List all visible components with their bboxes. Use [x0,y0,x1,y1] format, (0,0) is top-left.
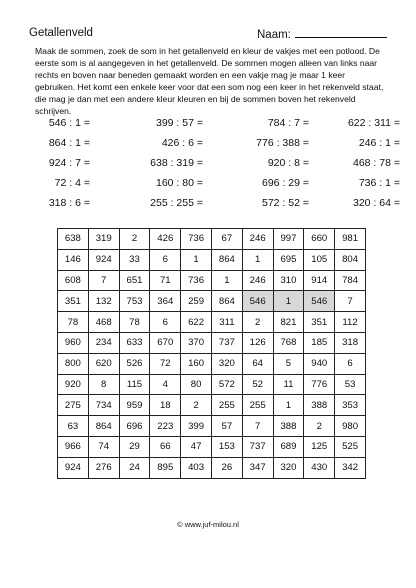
grid-cell[interactable]: 768 [273,332,304,353]
sum-exercise: 160 : 80 = [156,177,203,189]
grid-cell[interactable]: 132 [88,291,119,312]
grid-row [58,436,366,457]
grid-cell[interactable]: 997 [273,229,304,250]
grid-cell[interactable]: 126 [242,332,273,353]
sum-row [0,117,416,131]
sum-exercise: 246 : 1 = [358,137,400,149]
grid-cell[interactable]: 66 [150,436,181,457]
grid-cell[interactable]: 620 [88,353,119,374]
sum-exercise: 784 : 7 = [267,117,309,129]
grid-cell[interactable]: 7 [88,270,119,291]
sum-row [0,157,416,171]
grid-cell[interactable]: 319 [88,229,119,250]
page-title: Getallenveld [29,27,93,39]
grid-cell[interactable]: 74 [88,436,119,457]
grid-cell[interactable]: 864 [211,249,242,270]
grid-cell[interactable]: 1 [273,395,304,416]
grid-cell[interactable]: 736 [181,270,212,291]
grid-row [58,457,366,478]
grid-cell[interactable]: 5 [273,353,304,374]
grid-cell[interactable]: 1 [242,249,273,270]
number-grid [57,228,366,479]
sum-exercise: 638 : 319 = [150,157,203,169]
grid-cell[interactable]: 399 [181,416,212,437]
grid-cell[interactable]: 914 [304,270,335,291]
grid-cell[interactable]: 52 [242,374,273,395]
grid-cell[interactable]: 8 [88,374,119,395]
grid-cell[interactable]: 246 [242,229,273,250]
grid-cell[interactable]: 784 [335,270,366,291]
grid-cell[interactable]: 234 [88,332,119,353]
grid-cell[interactable]: 426 [150,229,181,250]
grid-cell[interactable]: 864 [211,291,242,312]
grid-cell[interactable]: 6 [150,312,181,333]
grid-cell[interactable]: 2 [119,229,150,250]
grid-cell[interactable]: 351 [58,291,89,312]
footer-credit: © www.juf-milou.nl [177,520,239,529]
grid-cell[interactable]: 804 [335,249,366,270]
grid-cell[interactable]: 347 [242,457,273,478]
grid-cell[interactable]: 689 [273,436,304,457]
grid-cell[interactable]: 153 [211,436,242,457]
grid-cell[interactable]: 259 [181,291,212,312]
instructions: Maak de sommen, zoek de som in het getallenveld en kleur de vakjes met een potlood. De eerste som is al aangegeven in het getallenveld. De sommen mogen alleen van links naar rechts en boven naar beneden gemaakt worden en een vakje mag je maar 1 keer gebruiken. Het komt een enkele keer voor dat een som nog een keer in het rekenveld staat, die mag je dan met een andere kleur kleuren en bij de sommen boven het rekenveld schrijven. [35,46,384,116]
grid-row [58,395,366,416]
grid-cell[interactable]: 2 [242,312,273,333]
grid-cell[interactable]: 2 [181,395,212,416]
grid-cell[interactable]: 980 [335,416,366,437]
grid-cell[interactable]: 7 [242,416,273,437]
grid-cell[interactable]: 800 [58,353,89,374]
grid-cell[interactable]: 78 [119,312,150,333]
name-field [257,27,387,41]
sum-exercise: 255 : 255 = [150,197,203,209]
grid-cell[interactable]: 71 [150,270,181,291]
grid-cell[interactable]: 1 [273,291,304,312]
grid-cell[interactable]: 940 [304,353,335,374]
grid-cell[interactable]: 2 [304,416,335,437]
grid-cell[interactable]: 959 [119,395,150,416]
sum-exercise: 318 : 6 = [48,197,90,209]
grid-cell[interactable]: 670 [150,332,181,353]
grid-cell[interactable]: 311 [211,312,242,333]
grid-cell[interactable]: 320 [211,353,242,374]
grid-cell[interactable]: 72 [150,353,181,374]
sum-exercise: 546 : 1 = [48,117,90,129]
grid-row [58,353,366,374]
grid-cell[interactable]: 11 [273,374,304,395]
grid-cell[interactable]: 18 [150,395,181,416]
grid-cell[interactable]: 638 [58,229,89,250]
grid-cell[interactable]: 6 [335,353,366,374]
sum-exercise: 572 : 52 = [262,197,309,209]
grid-cell[interactable]: 960 [58,332,89,353]
name-label: Naam: [257,29,291,41]
sum-exercise: 468 : 78 = [353,157,400,169]
grid-cell[interactable]: 255 [242,395,273,416]
sum-exercise: 736 : 1 = [358,177,400,189]
grid-cell[interactable]: 320 [273,457,304,478]
grid-cell[interactable]: 1 [211,270,242,291]
grid-cell[interactable]: 403 [181,457,212,478]
name-line [295,27,387,38]
sum-exercise: 920 : 8 = [267,157,309,169]
grid-cell[interactable]: 737 [211,332,242,353]
grid-cell[interactable]: 696 [119,416,150,437]
grid-cell[interactable]: 276 [88,457,119,478]
grid-cell[interactable]: 4 [150,374,181,395]
grid-row [58,270,366,291]
grid-cell[interactable]: 6 [150,249,181,270]
grid-cell[interactable]: 546 [304,291,335,312]
grid-cell[interactable]: 920 [58,374,89,395]
sum-exercise: 399 : 57 = [156,117,203,129]
grid-cell[interactable]: 53 [335,374,366,395]
grid-cell[interactable]: 430 [304,457,335,478]
grid-cell[interactable]: 651 [119,270,150,291]
grid-cell[interactable]: 29 [119,436,150,457]
grid-cell[interactable]: 776 [304,374,335,395]
grid-cell[interactable]: 57 [211,416,242,437]
grid-cell[interactable]: 736 [181,229,212,250]
grid-cell[interactable]: 1 [181,249,212,270]
grid-cell[interactable]: 105 [304,249,335,270]
grid-cell[interactable]: 67 [211,229,242,250]
grid-cell[interactable]: 364 [150,291,181,312]
grid-cell[interactable]: 388 [304,395,335,416]
grid-cell[interactable]: 351 [304,312,335,333]
grid-cell[interactable]: 160 [181,353,212,374]
grid-cell[interactable]: 525 [335,436,366,457]
grid-cell[interactable]: 125 [304,436,335,457]
grid-cell[interactable]: 546 [242,291,273,312]
grid-row [58,229,366,250]
grid-cell[interactable]: 695 [273,249,304,270]
grid-cell[interactable]: 185 [304,332,335,353]
grid-cell[interactable]: 78 [58,312,89,333]
grid-cell[interactable]: 924 [88,249,119,270]
grid-cell[interactable]: 981 [335,229,366,250]
grid-cell[interactable]: 223 [150,416,181,437]
grid-cell[interactable]: 112 [335,312,366,333]
grid-cell[interactable]: 318 [335,332,366,353]
grid-cell[interactable]: 468 [88,312,119,333]
grid-cell[interactable]: 660 [304,229,335,250]
grid-row [58,291,366,312]
grid-row [58,332,366,353]
grid-cell[interactable]: 26 [211,457,242,478]
grid-cell[interactable]: 310 [273,270,304,291]
grid-cell[interactable]: 7 [335,291,366,312]
grid-cell[interactable]: 64 [242,353,273,374]
sum-row [0,137,416,151]
grid-row [58,416,366,437]
grid-cell[interactable]: 246 [242,270,273,291]
sum-exercise: 72 : 4 = [54,177,90,189]
grid-cell[interactable]: 572 [211,374,242,395]
grid-cell[interactable]: 255 [211,395,242,416]
grid-cell[interactable]: 342 [335,457,366,478]
grid-cell[interactable]: 526 [119,353,150,374]
grid-cell[interactable]: 821 [273,312,304,333]
grid-row [58,312,366,333]
grid-cell[interactable]: 622 [181,312,212,333]
sum-exercise: 320 : 64 = [353,197,400,209]
grid-cell[interactable]: 146 [58,249,89,270]
sum-exercise: 426 : 6 = [161,137,203,149]
grid-cell[interactable]: 24 [119,457,150,478]
grid-row [58,374,366,395]
grid-cell[interactable]: 353 [335,395,366,416]
grid-cell[interactable]: 966 [58,436,89,457]
sum-exercise: 776 : 388 = [256,137,309,149]
grid-cell[interactable]: 895 [150,457,181,478]
grid-cell[interactable]: 275 [58,395,89,416]
grid-cell[interactable]: 370 [181,332,212,353]
sum-exercise: 696 : 29 = [262,177,309,189]
grid-row [58,249,366,270]
grid-cell[interactable]: 633 [119,332,150,353]
sum-row [0,197,416,211]
grid-cell[interactable]: 115 [119,374,150,395]
grid-cell[interactable]: 388 [273,416,304,437]
grid-cell[interactable]: 33 [119,249,150,270]
grid-cell[interactable]: 864 [88,416,119,437]
sum-row [0,177,416,191]
grid-cell[interactable]: 47 [181,436,212,457]
grid-cell[interactable]: 753 [119,291,150,312]
sum-exercise: 924 : 7 = [48,157,90,169]
grid-cell[interactable]: 63 [58,416,89,437]
sum-exercise: 622 : 311 = [347,117,400,129]
grid-cell[interactable]: 608 [58,270,89,291]
grid-cell[interactable]: 737 [242,436,273,457]
grid-cell[interactable]: 734 [88,395,119,416]
grid-cell[interactable]: 924 [58,457,89,478]
grid-cell[interactable]: 80 [181,374,212,395]
sum-exercise: 864 : 1 = [48,137,90,149]
